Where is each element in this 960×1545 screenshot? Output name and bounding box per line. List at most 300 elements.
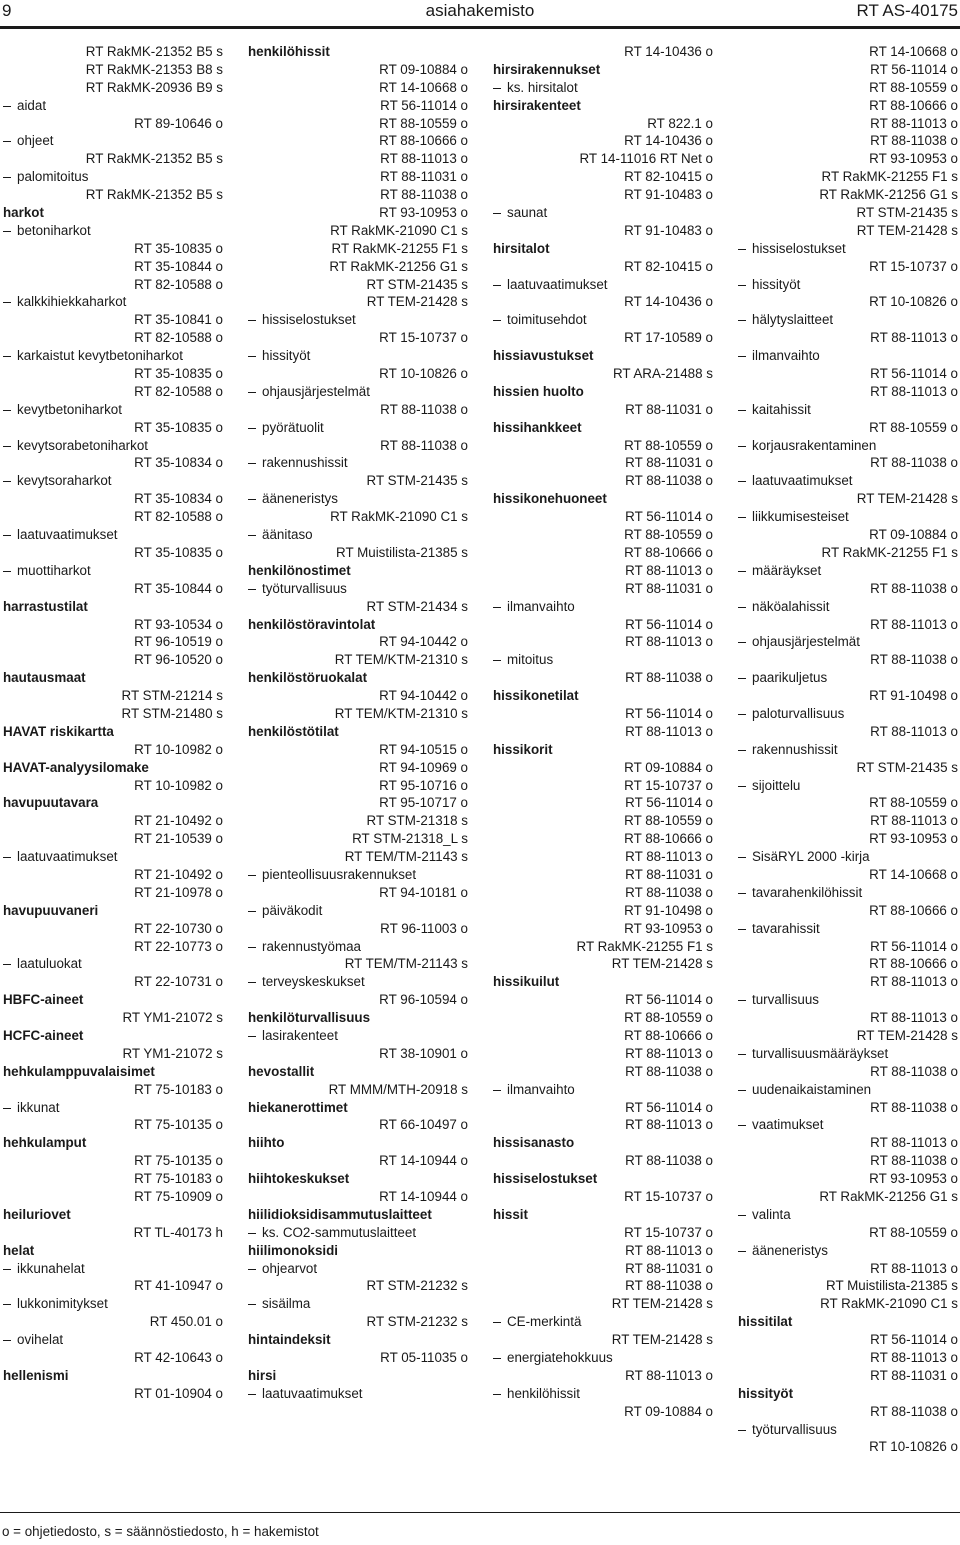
dash-marker [738,320,746,321]
reference-code: RT TEM/KTM-21310 s [334,652,468,668]
index-heading: hiihto [248,1135,285,1151]
index-subentry [738,347,958,365]
subentry-label: näköalahissit [752,598,830,614]
reference-code: RT 88-10666 o [624,544,713,560]
index-subentry [248,526,468,544]
reference-code: RT 10-10826 o [869,1439,958,1455]
reference-code: RT 88-10559 o [869,79,958,95]
dash-marker [3,410,11,411]
index-heading: hehkulamput [3,1135,87,1151]
index-subentry [738,633,958,651]
reference-code: RT 35-10834 o [134,491,223,507]
reference-code: RT 88-10559 o [624,527,713,543]
index-heading: hintaindeksit [248,1332,331,1348]
index-subentry [493,1081,713,1099]
dash-marker [738,1125,746,1126]
reference-code: RT 88-11013 o [870,1135,958,1151]
dash-marker [248,356,256,357]
page-title: asiahakemisto [425,1,535,20]
index-subentry [738,401,958,419]
index-subentry [3,1260,223,1278]
index-heading: henkilöstötilat [248,723,339,739]
reference-code: RT 10-10826 o [869,294,958,310]
index-subentry [493,1313,713,1331]
dash-marker [738,607,746,608]
reference-code: RT 56-11014 o [625,992,713,1008]
reference-code: RT 14-10668 o [869,866,958,882]
reference-code: RT 35-10844 o [134,580,223,596]
reference-code: RT 15-10737 o [379,330,468,346]
index-subentry [248,454,468,472]
reference-code: RT 17-10589 o [624,330,713,346]
reference-code: RT RakMK-21256 G1 s [819,1189,958,1204]
reference-code: RT 21-10492 o [134,813,223,829]
index-subentry [248,580,468,598]
reference-code: RT 88-11038 o [625,670,713,686]
subentry-label: kevytbetoniharkot [17,401,122,417]
index-subentry [738,705,958,723]
index-subentry [248,866,468,884]
reference-code: RT 42-10643 o [134,1350,223,1366]
reference-code: RT 88-11038 o [625,1278,713,1294]
index-heading: hiilimonoksidi [248,1242,339,1258]
reference-code: RT 96-10520 o [134,652,223,668]
dash-marker [738,1430,746,1431]
dash-marker [3,1108,11,1109]
reference-code: RT 91-10498 o [624,902,713,918]
reference-code: RT 56-11014 o [870,938,958,954]
subentry-label: hissityöt [262,348,311,364]
reference-code: RT 94-10969 o [379,759,468,775]
index-heading: hirsirakenteet [493,97,581,113]
index-heading: harkot [3,205,44,221]
reference-code: RT 93-10953 o [869,831,958,847]
reference-code: RT 88-11013 o [625,1242,713,1258]
index-heading: hirsitalot [493,240,550,256]
subentry-label: kaitahissit [752,401,811,417]
subentry-label: työturvallisuus [752,1421,837,1437]
index-subentry [248,1385,468,1403]
index-heading: havupuuvaneri [3,902,99,918]
subentry-label: paarikuljetus [752,670,828,686]
index-subentry [3,526,223,544]
reference-code: RT MMM/MTH-20918 s [328,1081,468,1097]
reference-code: RT 88-10666 o [379,133,468,149]
index-heading: hautausmaat [3,670,86,686]
reference-code: RT 88-10559 o [869,419,958,435]
reference-code: RT 88-11038 o [870,1153,958,1169]
reference-code: RT 88-11038 o [870,133,958,149]
reference-code: RT 56-11014 o [625,1099,713,1115]
subentry-label: aidat [17,97,47,113]
index-heading: hissikuilut [493,974,560,990]
dash-marker [248,1394,256,1395]
dash-marker [738,678,746,679]
index-subentry [738,1116,958,1134]
reference-code: RT 15-10737 o [869,258,958,274]
reference-code: RT 88-11031 o [870,1367,958,1383]
reference-code: RT 88-11013 o [625,1367,713,1383]
index-column-1 [3,43,223,1403]
subentry-label: CE-merkintä [507,1314,582,1330]
dash-marker [738,1215,746,1216]
reference-code: RT RakMK-21255 F1 s [331,240,468,256]
index-subentry [738,1206,958,1224]
index-heading: heiluriovet [3,1206,71,1222]
reference-code: RT RakMK-21353 B8 s [85,61,223,77]
dash-marker [3,964,11,965]
index-subentry [3,97,223,115]
dash-marker [248,1036,256,1037]
reference-code: RT 21-10539 o [134,831,223,847]
subentry-label: ikkunat [17,1099,60,1115]
dash-marker [738,481,746,482]
subentry-label: ilmanvaihto [507,1081,575,1097]
dash-marker [738,410,746,411]
index-subentry [738,508,958,526]
reference-code: RT STM-21214 s [121,688,223,704]
index-subentry [738,562,958,580]
index-subentry [3,1099,223,1117]
reference-code: RT 91-10483 o [624,222,713,238]
subentry-label: laatuluokat [17,956,82,972]
reference-code: RT 35-10835 o [134,544,223,560]
reference-code: RT STM-21434 s [366,598,468,614]
reference-code: RT 56-11014 o [870,366,958,382]
reference-code: RT 22-10731 o [134,974,223,990]
reference-code: RT 93-10953 o [379,205,468,221]
reference-code: RT 88-11038 o [870,652,958,668]
dash-marker [3,231,11,232]
subentry-label: ks. CO2-sammutuslaitteet [262,1224,417,1240]
reference-code: RT 88-11013 o [625,849,713,865]
reference-code: RT TEM-21428 s [856,222,958,238]
reference-code: RT 21-10978 o [134,884,223,900]
dash-marker [738,929,746,930]
reference-code: RT 82-10415 o [624,169,713,185]
index-heading: henkilöstöravintolat [248,616,376,632]
index-heading: henkilöhissit [248,44,330,59]
dash-marker [3,481,11,482]
reference-code: RT RakMK-21090 C1 s [330,222,468,238]
reference-code: RT 88-10559 o [624,437,713,453]
reference-code: RT 88-11038 o [625,1063,713,1079]
index-column-3 [493,43,713,1421]
subentry-label: saunat [507,205,548,221]
reference-code: RT 88-10559 o [624,813,713,829]
subentry-label: ovihelat [17,1332,64,1348]
index-subentry [738,848,958,866]
index-heading: henkilöturvallisuus [248,1010,371,1026]
reference-code: RT 56-11014 o [380,97,468,113]
subentry-label: valinta [752,1206,791,1222]
dash-marker [738,356,746,357]
reference-code: RT 88-11013 o [870,616,958,632]
dash-marker [3,177,11,178]
reference-code: RT 75-10183 o [134,1081,223,1097]
index-subentry [248,902,468,920]
dash-marker [738,446,746,447]
index-subentry [248,938,468,956]
index-heading: hehkulamppuvalaisimet [3,1063,155,1079]
index-subentry [738,669,958,687]
index-subentry [738,777,958,795]
reference-code: RT TEM-21428 s [856,1027,958,1043]
reference-code: RT 88-11013 o [870,974,958,990]
dash-marker [3,1304,11,1305]
index-heading: hissityöt [738,1385,794,1401]
subentry-label: tavarahenkilöhissit [752,884,863,900]
reference-code: RT 10-10982 o [134,777,223,793]
dash-marker [493,1358,501,1359]
index-heading: hissihankkeet [493,419,582,435]
dash-marker [248,392,256,393]
reference-code: RT 95-10717 o [379,795,468,811]
index-heading: HCFC-aineet [3,1027,84,1043]
subentry-label: laatuvaatimukset [17,527,118,543]
reference-code: RT 82-10588 o [134,330,223,346]
index-heading: hirsi [248,1367,277,1383]
reference-code: RT 88-11013 o [625,562,713,578]
index-subentry [738,598,958,616]
index-heading: harrastustilat [3,598,88,614]
dash-marker [3,1269,11,1270]
index-subentry [493,1349,713,1367]
reference-code: RT 56-11014 o [870,61,958,77]
reference-code: RT 82-10588 o [134,383,223,399]
subentry-label: hissiselostukset [262,312,356,328]
reference-code: RT 09-10884 o [869,527,958,543]
index-subentry [248,490,468,508]
reference-code: RT RakMK-21352 B5 s [85,187,223,203]
reference-code: RT 88-10559 o [869,795,958,811]
index-heading: hirsirakennukset [493,61,601,77]
reference-code: RT 14-10436 o [624,294,713,310]
reference-code: RT 88-11038 o [870,455,958,471]
dash-marker [493,320,501,321]
reference-code: RT TEM-21428 s [611,1296,713,1312]
reference-code: RT 56-11014 o [625,795,713,811]
subentry-label: laatuvaatimukset [262,1385,363,1401]
subentry-label: rakennushissit [262,455,348,471]
reference-code: RT 75-10135 o [134,1153,223,1169]
dash-marker [738,571,746,572]
reference-code: RT 10-10982 o [134,741,223,757]
index-subentry [493,1385,713,1403]
legend: o = ohjetiedosto, s = säännöstiedosto, h = hakemistot [2,1524,319,1539]
reference-code: RT 96-11003 o [380,920,468,936]
reference-code: RT RakMK-21352 B5 s [85,151,223,167]
dash-marker [738,893,746,894]
subentry-label: laatuvaatimukset [507,276,608,292]
index-subentry [738,472,958,490]
reference-code: RT 88-11038 o [380,187,468,203]
dash-marker [248,982,256,983]
reference-code: RT 88-11031 o [625,580,713,596]
dash-marker [493,285,501,286]
reference-code: RT RakMK-21090 C1 s [820,1296,958,1312]
dash-marker [738,1000,746,1001]
dash-marker [248,499,256,500]
reference-code: RT TEM-21428 s [611,1332,713,1348]
index-heading: hevostallit [248,1063,315,1079]
subentry-label: ohjausjärjestelmät [752,634,860,650]
reference-code: RT 93-10534 o [134,616,223,632]
subentry-label: paloturvallisuus [752,705,845,721]
dash-marker [248,911,256,912]
index-column-4 [738,43,958,1456]
reference-code: RT 41-10947 o [134,1278,223,1294]
index-subentry [3,437,223,455]
index-heading: HAVAT riskikartta [3,723,114,739]
subentry-label: muottiharkot [17,562,91,578]
reference-code: RT 14-10436 o [624,133,713,149]
subentry-label: vaatimukset [752,1117,824,1133]
subentry-label: ilmanvaihto [507,598,575,614]
dash-marker [738,249,746,250]
reference-code: RT RakMK-21256 G1 s [819,187,958,203]
subentry-label: rakennushissit [752,741,838,757]
index-heading: hissisanasto [493,1135,575,1151]
index-subentry [493,311,713,329]
dash-marker [248,589,256,590]
reference-code: RT 88-11038 o [625,1153,713,1169]
index-subentry [248,419,468,437]
reference-code: RT RakMK-21352 B5 s [85,44,223,59]
reference-code: RT 88-11031 o [380,169,468,185]
reference-code: RT 56-11014 o [870,1332,958,1348]
dash-marker [248,463,256,464]
reference-code: RT 75-10135 o [134,1117,223,1133]
reference-code: RT 88-11013 o [870,813,958,829]
footer-divider [0,1512,960,1513]
dash-marker [248,875,256,876]
reference-code: RT 88-11013 o [870,115,958,131]
reference-code: RT 14-10944 o [379,1153,468,1169]
reference-code: RT RakMK-21255 F1 s [821,544,958,560]
reference-code: RT 88-11038 o [870,1063,958,1079]
subentry-label: ääneneristys [752,1242,828,1258]
reference-code: RT RakMK-21256 G1 s [329,258,468,274]
dash-marker [3,302,11,303]
subentry-label: SisäRYL 2000 -kirja [752,849,870,865]
index-heading: hissitilat [738,1314,793,1330]
reference-code: RT 88-10559 o [624,1010,713,1026]
subentry-label: terveyskeskukset [262,974,365,990]
index-subentry [3,562,223,580]
reference-code: RT TEM-21428 s [611,956,713,972]
dash-marker [3,141,11,142]
reference-code: RT 88-11031 o [625,455,713,471]
dash-marker [738,750,746,751]
reference-code: RT 88-10559 o [869,1224,958,1240]
reference-code: RT 88-11038 o [870,580,958,596]
reference-code: RT 93-10953 o [624,920,713,936]
reference-code: RT 94-10181 o [379,884,468,900]
dash-marker [738,857,746,858]
reference-code: RT STM-21480 s [121,705,223,721]
reference-code: RT STM-21435 s [366,276,468,292]
reference-code: RT 88-11013 o [380,151,468,167]
reference-code: RT ARA-21488 s [613,366,713,382]
index-heading: hellenismi [3,1367,69,1383]
index-subentry [738,741,958,759]
index-subentry [738,437,958,455]
reference-code: RT TEM/TM-21143 s [344,849,468,865]
reference-code: RT 88-11038 o [380,437,468,453]
reference-code: RT STM-21435 s [366,473,468,489]
reference-code: RT 89-10646 o [134,115,223,131]
subentry-label: energiatehokkuus [507,1350,613,1366]
dash-marker [248,535,256,536]
reference-code: RT 88-10666 o [869,97,958,113]
subentry-label: päiväkodit [262,902,323,918]
reference-code: RT 88-11038 o [625,884,713,900]
reference-code: RT 88-11031 o [625,1260,713,1276]
subentry-label: hissiselostukset [752,240,846,256]
dash-marker [3,571,11,572]
index-column-2 [248,43,468,1403]
subentry-label: betoniharkot [17,222,91,238]
index-subentry [3,848,223,866]
reference-code: RT 35-10835 o [134,366,223,382]
reference-code: RT 88-11031 o [625,866,713,882]
index-subentry [493,598,713,616]
reference-code: RT 96-10594 o [379,992,468,1008]
index-subentry [738,884,958,902]
reference-code: RT YM1-21072 s [122,1010,223,1026]
index-subentry [493,276,713,294]
index-subentry [3,347,223,365]
index-heading: hissikorit [493,741,553,757]
reference-code: RT 88-11013 o [870,1350,958,1366]
dash-marker [3,106,11,107]
reference-code: RT TEM-21428 s [856,491,958,507]
reference-code: RT 22-10773 o [134,938,223,954]
subentry-label: pienteollisuusrakennukset [262,866,417,882]
reference-code: RT RakMK-20936 B9 s [85,79,223,95]
reference-code: RT 14-10668 o [379,79,468,95]
index-subentry [493,651,713,669]
reference-code: RT 56-11014 o [625,705,713,721]
subentry-label: työturvallisuus [262,580,347,596]
subentry-label: ks. hirsitalot [507,79,578,95]
dash-marker [738,786,746,787]
subentry-label: uudenaikaistaminen [752,1081,872,1097]
index-heading: henkilöstöruokalat [248,670,368,686]
page-number: 9 [2,1,12,20]
index-subentry [248,1027,468,1045]
reference-code: RT 15-10737 o [624,1224,713,1240]
reference-code: RT 14-10944 o [379,1189,468,1204]
reference-code: RT 35-10835 o [134,240,223,256]
reference-code: RT RakMK-21255 F1 s [821,169,958,185]
reference-code: RT 88-11013 o [870,723,958,739]
dash-marker [248,947,256,948]
reference-code: RT 88-11013 o [625,1045,713,1061]
index-subentry [493,204,713,222]
dash-marker [3,857,11,858]
index-subentry [738,920,958,938]
reference-code: RT 88-11038 o [870,1403,958,1419]
subentry-label: turvallisuus [752,992,819,1008]
reference-code: RT TEM/KTM-21310 s [334,705,468,721]
reference-code: RT STM-21232 s [366,1278,468,1294]
subentry-label: äänitaso [262,527,313,543]
index-heading: hissien huolto [493,383,584,399]
reference-code: RT 96-10519 o [134,634,223,650]
subentry-label: toimitusehdot [507,312,587,328]
